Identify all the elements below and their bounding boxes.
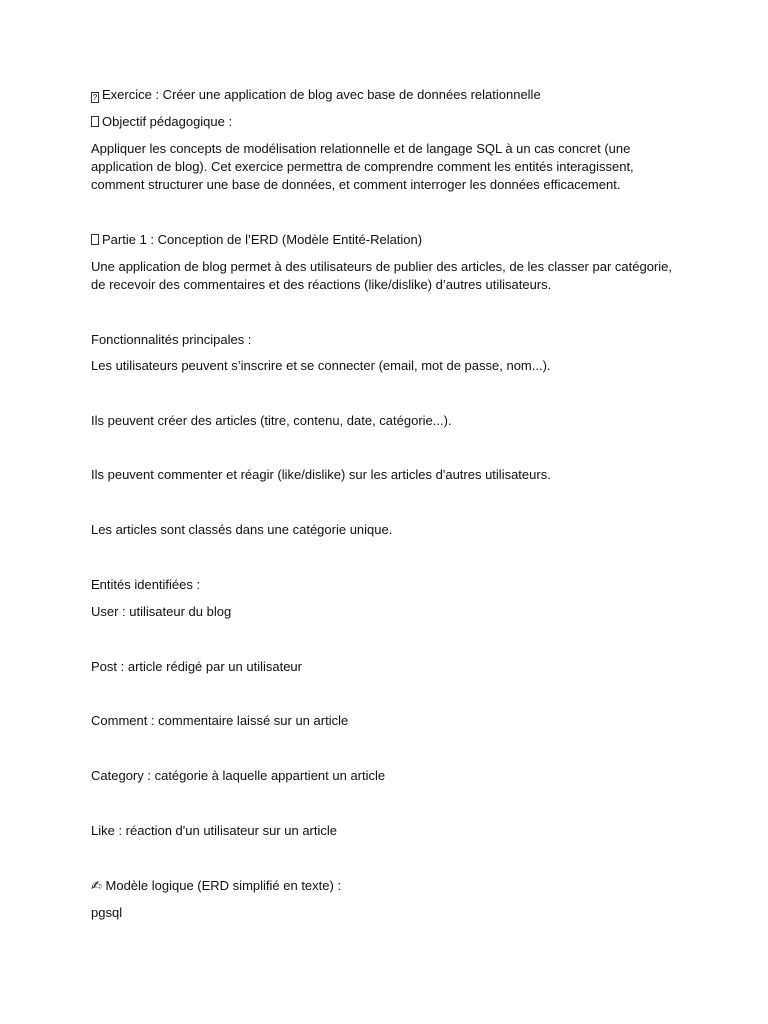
feature-item: Ils peuvent commenter et réagir (like/dislike) sur les articles d'autres utilisateurs. bbox=[91, 467, 551, 482]
entity-item: Category : catégorie à laquelle appartient un article bbox=[91, 768, 386, 783]
exercise-heading: ? Exercice : Créer une application de blog avec base de données relationnelle bbox=[92, 87, 541, 102]
entity-item: Comment : commentaire laissé sur un article bbox=[91, 713, 349, 728]
part1-title: Partie 1 : Conception de l’ERD (Modèle Entité-Relation) bbox=[91, 231, 691, 249]
code-language-label: pgsql bbox=[91, 905, 123, 920]
entities-label: Entités identifiées : bbox=[91, 577, 201, 592]
missing-glyph-icon bbox=[91, 116, 99, 127]
part1-intro-paragraph: Une application de blog permet à des utilisateurs de publier des articles, de les classer par catégorie, de recevoir des commentaires et des réactions (like/dislike) d’autres utilisateurs. bbox=[91, 259, 672, 292]
feature-item: Ils peuvent créer des articles (titre, contenu, date, catégorie...). bbox=[91, 413, 452, 428]
entity-item: Post : article rédigé par un utilisateur bbox=[91, 659, 302, 674]
feature-item: Les articles sont classés dans une catégorie unique. bbox=[91, 522, 393, 537]
logical-model-label: ✍ Modèle logique (ERD simplifié en texte) : bbox=[91, 878, 342, 893]
feature-item: Les utilisateurs peuvent s’inscrire et se connecter (email, mot de passe, nom...). bbox=[91, 358, 551, 373]
entity-item: Like : réaction d'un utilisateur sur un article bbox=[91, 823, 337, 838]
objective-label: Objectif pédagogique : bbox=[91, 113, 691, 131]
missing-glyph-icon: ? bbox=[92, 93, 98, 102]
features-label: Fonctionnalités principales : bbox=[91, 332, 252, 347]
missing-glyph-icon bbox=[91, 234, 99, 245]
entity-item: User : utilisateur du blog bbox=[91, 604, 232, 619]
objective-paragraph: Appliquer les concepts de modélisation relationnelle et de langage SQL à un cas concret (une application de blog). Cet exercice permettra de comprendre comment les entités interagissent, comment structurer une base de données, et comment interroger les données efficacement. bbox=[91, 141, 634, 192]
